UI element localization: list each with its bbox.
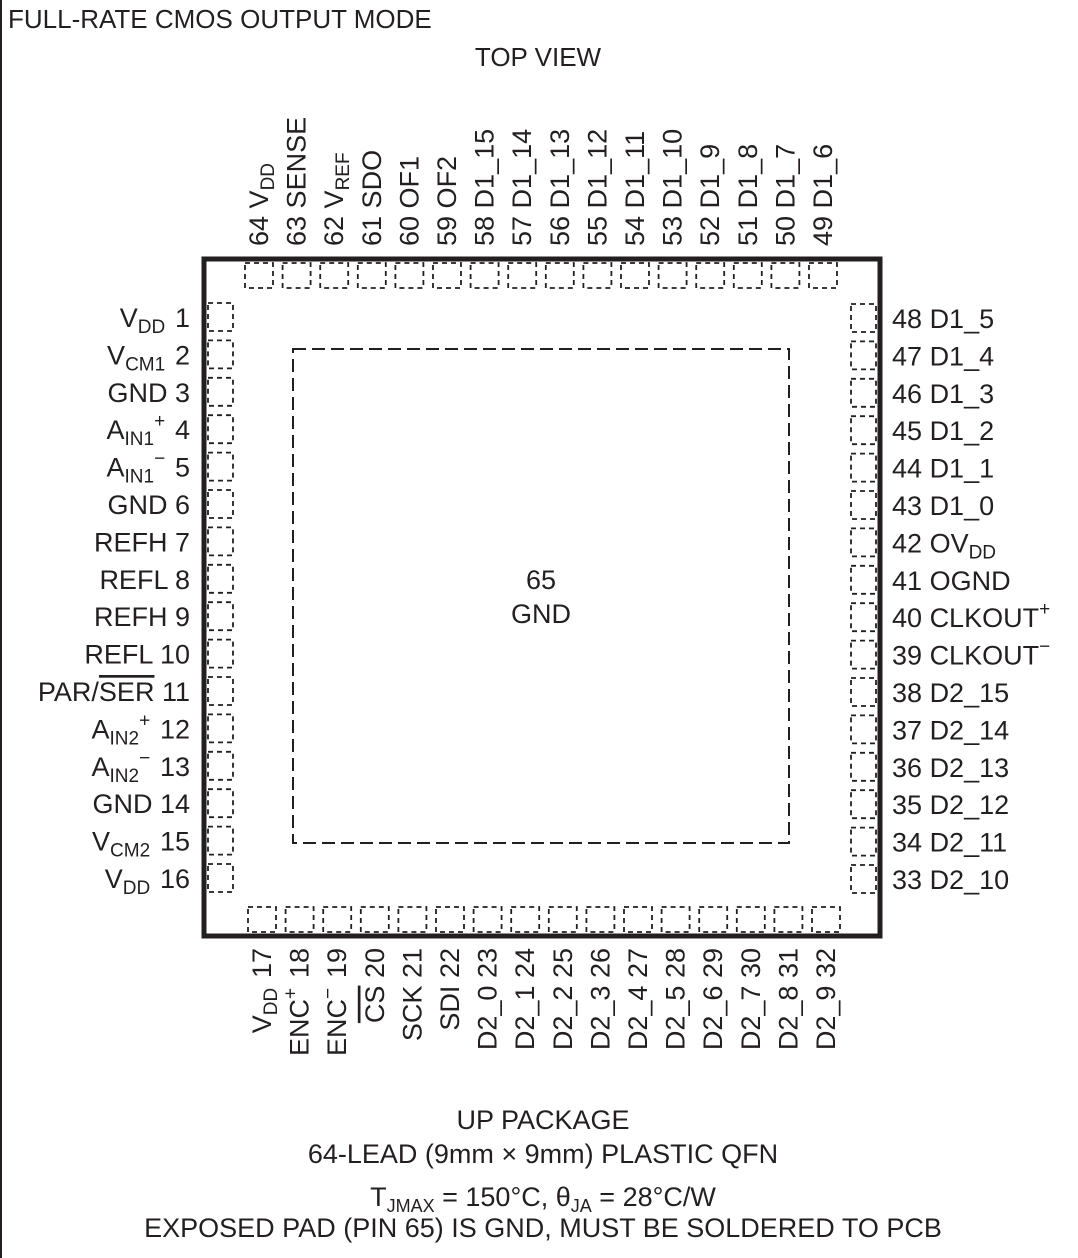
- pin-pad-56: [546, 263, 574, 288]
- pin-number-text: 20: [359, 948, 390, 979]
- pin-name-text: D2_15: [929, 678, 1010, 708]
- pin-name-text: CLKOUT: [929, 640, 1040, 671]
- pin-name-text: D2_4: [623, 985, 653, 1051]
- pin-name-subscript: IN2: [109, 765, 140, 787]
- pin-number-text: 43: [892, 491, 923, 521]
- pin-label-a-in2--12: [91, 710, 190, 749]
- pin-name-superscript: −: [1039, 636, 1051, 658]
- pin-number-text: 55: [582, 215, 613, 246]
- pin-name-text: D2_0: [472, 985, 503, 1051]
- pin-number-text: 29: [698, 948, 729, 979]
- pin-name-text: D2_10: [929, 865, 1010, 895]
- pin-pad-32: [812, 907, 840, 932]
- pin-name-text: V: [247, 1015, 277, 1034]
- pin-pad-29: [699, 907, 727, 932]
- pin-pad-23: [474, 907, 502, 932]
- pin-pad-52: [696, 263, 724, 288]
- pin-name-text: V: [104, 864, 123, 894]
- pin-name-text: D1_1: [929, 453, 995, 484]
- pin-label-of1-60: [394, 156, 424, 246]
- pin-pad-35: [851, 790, 876, 818]
- pin-label-v-cm1-2: [107, 340, 190, 375]
- pin-label-d2-8-31: [773, 948, 803, 1050]
- pin-pad-21: [398, 907, 426, 932]
- pin-number-text: 47: [892, 341, 923, 372]
- pin-number-text: 61: [356, 215, 387, 246]
- pin-number-text: 22: [435, 948, 465, 979]
- pin-name-text: D2_1: [510, 985, 541, 1051]
- pin-label-refh-7: [94, 527, 190, 557]
- pin-name-text: D1_11: [620, 130, 650, 209]
- pin-number-text: 41: [892, 565, 923, 596]
- pin-label-d2-4-27: [623, 948, 653, 1050]
- pin-number-text: 18: [284, 948, 315, 979]
- pin-number-text: 57: [507, 215, 538, 246]
- pin-name-superscript: +: [154, 411, 166, 433]
- pin-pad-61: [358, 263, 386, 288]
- pin-label-d2-13-36: [892, 753, 1009, 783]
- pin-name-text: D1_3: [929, 378, 995, 409]
- pin-number-text: 26: [585, 948, 616, 979]
- pin-pad-57: [508, 263, 536, 288]
- pin-name-subscript: DD: [261, 987, 282, 1016]
- pin-name-subscript: DD: [137, 317, 166, 338]
- pin-name-text: GND: [92, 789, 153, 820]
- pin-number-text: 25: [547, 948, 578, 979]
- pin-name-text: OF1: [394, 155, 425, 209]
- pin-name-superscript: +: [1039, 599, 1051, 621]
- pin-name-subscript: CM1: [125, 354, 166, 376]
- pin-number-text: 35: [892, 790, 923, 821]
- pin-label-d2-12-35: [892, 790, 1009, 820]
- pin-number-text: 38: [892, 678, 923, 708]
- pin-pad-40: [851, 603, 876, 631]
- exposed-pad-outline: [293, 349, 789, 843]
- pin-label-clkout--39: [892, 637, 1052, 671]
- pin-number-text: 64: [244, 215, 274, 246]
- pin-name-text: D2_12: [929, 790, 1010, 821]
- pin-number-text: 62: [319, 215, 350, 246]
- pin-label-sck-21: [397, 948, 427, 1041]
- pin-pad-17: [248, 907, 276, 932]
- pin-pad-5: [208, 453, 233, 481]
- pin-pad-34: [851, 828, 876, 856]
- pin-name-superscript: −: [318, 987, 340, 999]
- pin-label-d1-13-56: [545, 129, 575, 246]
- pin-number-text: 10: [159, 639, 190, 670]
- pin-name-text: D1_15: [469, 128, 500, 209]
- pin-name-text: REFH: [93, 527, 168, 558]
- pin-number-text: 12: [159, 714, 190, 745]
- pin-name-text: OGND: [929, 565, 1011, 596]
- pin-label-gnd-3: [107, 378, 190, 408]
- pin-pad-59: [433, 263, 461, 288]
- pin-name-text: D1_7: [770, 143, 801, 209]
- pin-pad-25: [549, 907, 577, 932]
- pin-label-d2-11-34: [892, 828, 1007, 858]
- mode-label: FULL-RATE CMOS OUTPUT MODE: [8, 4, 432, 34]
- pin-label-sdo-61: [357, 150, 387, 246]
- pin-number-text: 54: [620, 215, 650, 246]
- pin-pad-48: [851, 304, 876, 332]
- pin-name-text: D2_8: [773, 985, 804, 1051]
- pin-pad-31: [774, 907, 802, 932]
- pin-pad-9: [208, 602, 233, 630]
- pin-pad-27: [624, 907, 652, 932]
- pin-pad-53: [659, 263, 687, 288]
- pin-name-subscript: IN2: [109, 728, 140, 750]
- pin-label-enc--19: [318, 948, 352, 1056]
- pin-name-text: REFH: [93, 602, 168, 633]
- pin-name-text: SENSE: [281, 116, 312, 209]
- pin-number-text: 52: [695, 215, 726, 246]
- pin-number-text: 31: [773, 948, 804, 979]
- pin-number-text: 4: [174, 415, 190, 446]
- pin-name-subscript: DD: [122, 878, 151, 899]
- pin-label-d1-15-58: [470, 129, 500, 246]
- pin-pad-19: [323, 907, 351, 932]
- pin-label-d2-5-28: [661, 948, 691, 1050]
- pin-number-text: 17: [247, 948, 277, 979]
- pin-name-text: D2_7: [735, 985, 766, 1051]
- pin-name-subscript: IN1: [124, 466, 155, 488]
- pin-name-subscript: DD: [258, 162, 279, 191]
- pin-number-text: 45: [892, 416, 923, 447]
- view-label: TOP VIEW: [474, 42, 602, 72]
- pin-number-text: 23: [472, 948, 503, 979]
- pin-label-d1-6-49: [808, 144, 838, 246]
- pin-pads: [208, 263, 876, 932]
- exposed-pad-note: EXPOSED PAD (PIN 65) IS GND, MUST BE SOLDERED TO PCB: [144, 1213, 942, 1243]
- pin-pad-10: [208, 640, 233, 668]
- pin-name-text: GND: [107, 490, 168, 520]
- pin-number-text: 46: [892, 378, 923, 409]
- pin-pad-64: [245, 263, 273, 288]
- package-outline: [204, 259, 880, 936]
- pin-label-d1-2-45: [892, 416, 994, 446]
- pin-label-d2-15-38: [892, 678, 1009, 708]
- pin-label-par-ser-11: [38, 677, 190, 707]
- pin-pad-47: [851, 341, 876, 369]
- pin-name-text: REFL: [84, 639, 153, 670]
- pin-label-refl-10: [84, 640, 190, 670]
- pin-label-v-ref-62: [319, 150, 354, 246]
- pin-label-d1-3-46: [892, 379, 994, 409]
- pin-number-text: 37: [892, 715, 923, 746]
- pin-pad-6: [208, 490, 233, 518]
- pin-number-text: 3: [174, 377, 190, 408]
- pin-name-text: V: [92, 826, 111, 857]
- pin-number-text: 63: [281, 215, 312, 246]
- pin-pad-28: [662, 907, 690, 932]
- pin-pad-44: [851, 454, 876, 482]
- pin-number-text: 51: [732, 215, 763, 246]
- pin-number-text: 42: [892, 528, 923, 559]
- pin-label-d1-8-51: [733, 144, 763, 246]
- pin-name-text: A: [106, 415, 125, 446]
- pin-name-subscript: DD: [968, 542, 997, 564]
- pin-number-text: 13: [159, 751, 190, 782]
- pin-name-overline-text: SER: [98, 677, 155, 707]
- pin-label-d2-7-30: [736, 948, 766, 1050]
- pin-pad-49: [809, 263, 837, 288]
- pin-pad-36: [851, 753, 876, 781]
- pin-number-text: 36: [892, 752, 923, 783]
- pin-name-text: A: [91, 751, 110, 782]
- pin-number-text: 15: [159, 826, 190, 857]
- pin-label-ov-dd-42: [892, 528, 998, 563]
- pin-pad-55: [583, 263, 611, 288]
- pin-number-text: 1: [174, 303, 190, 333]
- pin-pad-39: [851, 641, 876, 669]
- pin-label-a-in1--5: [106, 449, 190, 488]
- pin-label-d2-9-32: [811, 948, 841, 1050]
- pin-label-d1-4-47: [892, 341, 994, 371]
- pin-name-text: A: [91, 714, 110, 745]
- pin-number-text: 49: [808, 215, 838, 246]
- pin-label-v-dd-16: [105, 864, 190, 899]
- pin-pad-16: [208, 864, 233, 892]
- package-name: UP PACKAGE: [456, 1105, 630, 1135]
- pin-pad-51: [734, 263, 762, 288]
- pin-number-text: 56: [544, 215, 575, 246]
- thermal-spec: $T_{JMAX} = 150^\circ C$, $\theta_{JA} = 28^\circ C/W$: [370, 1182, 716, 1216]
- pin-label-d2-0-23: [473, 948, 503, 1050]
- pin-number-text: 40: [892, 603, 923, 634]
- pin-name-text: D1_5: [929, 304, 995, 334]
- pin-pad-46: [851, 379, 876, 407]
- pin-pad-12: [208, 714, 233, 742]
- pin-pad-58: [471, 263, 499, 288]
- pin-pad-42: [851, 528, 876, 556]
- pin-label-enc--18: [281, 948, 315, 1056]
- pin-pad-62: [320, 263, 348, 288]
- pin-label-of2-59: [432, 156, 462, 246]
- pin-name-text: D1_6: [808, 143, 838, 209]
- pin-label-d1-0-43: [892, 491, 994, 521]
- pin-label-v-dd-1: [120, 303, 190, 338]
- pin-pad-20: [361, 907, 389, 932]
- pin-name-text: ENC: [322, 998, 353, 1056]
- pin-name-superscript: −: [139, 747, 151, 769]
- pin-label-d2-3-26: [585, 948, 615, 1050]
- pin-label-d1-9-52: [695, 144, 725, 246]
- pin-label-sense-63: [282, 117, 312, 246]
- pin-label-d2-6-29: [698, 948, 728, 1050]
- pin-pad-60: [395, 263, 423, 288]
- pin-label-d1-1-44: [892, 454, 994, 484]
- pin-number-text: 11: [161, 677, 190, 707]
- pin-number-text: 27: [623, 948, 653, 979]
- pin-label-gnd-14: [92, 789, 190, 819]
- pin-label-a-in2--13: [91, 748, 190, 787]
- pin-number-text: 53: [657, 215, 688, 246]
- pin-number-text: 59: [432, 215, 462, 246]
- pin-label-d2-10-33: [892, 865, 1009, 895]
- pin-pad-37: [851, 715, 876, 743]
- pin-pad-15: [208, 827, 233, 855]
- pin-name-text: SDO: [356, 149, 387, 209]
- pin-name-text: D2_13: [929, 752, 1010, 783]
- pin-name-text: V: [244, 190, 274, 209]
- pin-number-text: 9: [174, 602, 190, 633]
- pin-label-refh-9: [94, 602, 190, 632]
- pin-number-text: 39: [892, 640, 923, 671]
- pin-name-text: GND: [107, 377, 168, 408]
- pin-label-cs-20: [360, 948, 390, 1023]
- pin-label-d2-1-24: [510, 948, 540, 1050]
- exposed-pad-name: GND: [511, 599, 571, 629]
- pin-label-v-cm2-15: [92, 827, 190, 862]
- pin-number-text: 5: [174, 452, 190, 483]
- pin-pad-41: [851, 566, 876, 594]
- pin-label-d1-7-50: [770, 144, 800, 246]
- pin-pad-26: [586, 907, 614, 932]
- pin-name-text: D1_4: [929, 341, 995, 372]
- pin-name-superscript: +: [139, 710, 151, 732]
- pin-name-text: D2_5: [660, 985, 691, 1051]
- pin-name-subscript: CM2: [110, 840, 151, 862]
- pin-number-text: 44: [892, 453, 923, 484]
- pin-label-clkout--40: [892, 599, 1052, 633]
- pin-name-text: A: [106, 452, 125, 483]
- pin-name-text: ENC: [284, 998, 315, 1056]
- pin-name-text: PAR/: [37, 677, 99, 707]
- pin-pad-45: [851, 416, 876, 444]
- pin-pad-54: [621, 263, 649, 288]
- pin-pad-13: [208, 752, 233, 780]
- pin-name-text: CLKOUT: [929, 603, 1040, 634]
- pin-label-v-dd-17: [247, 948, 282, 1033]
- pin-label-sdi-22: [435, 948, 465, 1031]
- pin-label-d1-5-48: [892, 304, 994, 334]
- pin-number-text: 58: [469, 215, 500, 246]
- pin-name-text: D2_9: [811, 985, 841, 1051]
- pin-number-text: 34: [892, 827, 923, 858]
- pin-number-text: 32: [811, 948, 841, 979]
- pin-pad-33: [851, 865, 876, 893]
- pin-name-superscript: −: [154, 448, 166, 470]
- pin-name-overline-text: CS: [359, 985, 390, 1024]
- pin-pad-50: [771, 263, 799, 288]
- pin-name-text: D2_14: [929, 715, 1010, 746]
- pin-name-text: D1_9: [695, 143, 726, 209]
- pin-pad-1: [208, 303, 233, 331]
- pin-name-text: D1_8: [732, 143, 763, 209]
- pin-name-text: D2_6: [698, 985, 729, 1051]
- pin-name-text: D1_0: [929, 491, 995, 521]
- pin-pad-24: [511, 907, 539, 932]
- pin-number-text: 50: [770, 215, 801, 246]
- pin-pad-22: [436, 907, 464, 932]
- pin-name-text: SDI: [435, 985, 465, 1031]
- pin-pad-14: [208, 789, 233, 817]
- pin-number-text: 2: [174, 340, 190, 371]
- pin-label-d2-14-37: [892, 715, 1009, 745]
- pin-pad-18: [286, 907, 314, 932]
- pin-name-text: D1_10: [657, 128, 688, 209]
- pin-number-text: 48: [892, 304, 923, 334]
- pin-label-refl-8: [99, 565, 190, 595]
- pin-pad-63: [283, 263, 311, 288]
- pin-label-d1-11-54: [620, 131, 650, 246]
- pin-name-subscript: IN1: [124, 429, 155, 451]
- pin-number-text: 30: [735, 948, 766, 979]
- pin-name-text: V: [107, 340, 126, 371]
- pin-pad-7: [208, 527, 233, 555]
- pin-name-text: OV: [929, 528, 969, 559]
- pin-label-a-in1--4: [106, 411, 190, 450]
- pin-label-v-dd-64: [244, 161, 279, 246]
- pin-number-text: 16: [159, 864, 190, 894]
- package-description: 64-LEAD (9mm × 9mm) PLASTIC QFN: [307, 1139, 779, 1169]
- pin-name-text: D2_11: [929, 827, 1008, 858]
- pin-name-text: D2_3: [585, 985, 616, 1051]
- pin-name-text: D1_12: [582, 128, 613, 209]
- pin-pad-11: [208, 677, 233, 705]
- pin-label-d1-12-55: [582, 129, 612, 246]
- pin-label-d1-14-57: [507, 129, 537, 246]
- pin-pad-30: [737, 907, 765, 932]
- pin-name-text: V: [319, 190, 350, 209]
- pin-number-text: 24: [510, 948, 541, 979]
- pin-label-ognd-41: [892, 566, 1011, 596]
- pin-number-text: 60: [394, 215, 425, 246]
- pin-name-text: SCK: [397, 985, 428, 1042]
- pin-pad-38: [851, 678, 876, 706]
- pin-name-text: D2_2: [547, 985, 578, 1051]
- pin-name-text: REFL: [99, 564, 168, 595]
- pin-label-gnd-6: [107, 490, 190, 520]
- pin-pad-43: [851, 491, 876, 519]
- pin-pad-8: [208, 565, 233, 593]
- pin-number-text: 19: [322, 948, 353, 979]
- pin-pad-2: [208, 340, 233, 368]
- pin-pad-4: [208, 415, 233, 443]
- pin-pad-3: [208, 378, 233, 406]
- pin-number-text: 6: [174, 490, 190, 520]
- pin-number-text: 8: [174, 564, 190, 595]
- pin-label-d1-10-53: [658, 129, 688, 246]
- pin-name-subscript: REF: [333, 152, 355, 191]
- pin-name-text: D1_13: [544, 128, 575, 209]
- exposed-pad-number: 65: [525, 565, 557, 595]
- pin-number-text: 21: [397, 948, 428, 979]
- pin-number-text: 33: [892, 865, 923, 895]
- pin-name-text: V: [119, 303, 138, 333]
- pin-name-text: D1_2: [929, 416, 995, 447]
- pin-number-text: 28: [660, 948, 691, 979]
- pin-label-d2-2-25: [548, 948, 578, 1050]
- pin-number-text: 7: [174, 527, 190, 558]
- pin-name-text: D1_14: [507, 128, 538, 209]
- pin-number-text: 14: [159, 789, 190, 820]
- pin-name-text: OF2: [432, 155, 462, 209]
- pin-name-superscript: +: [280, 987, 302, 999]
